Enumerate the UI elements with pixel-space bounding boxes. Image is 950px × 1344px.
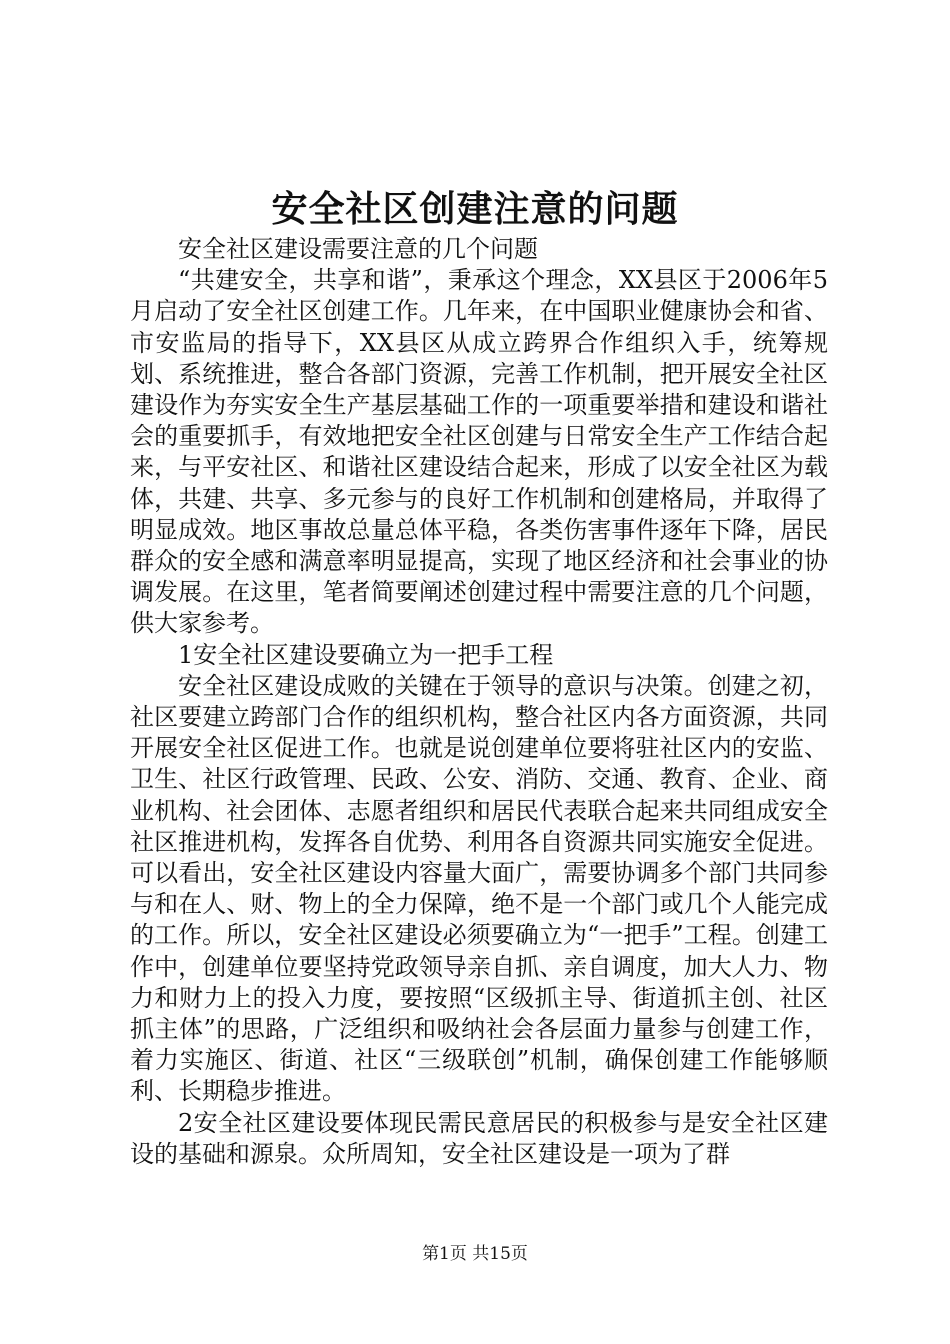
section-2-paragraph: 2安全社区建设要体现民需民意居民的积极参与是安全社区建设的基础和源泉。众所周知，安全社区建设是一项为了群 <box>130 1108 828 1168</box>
section-subtitle: 安全社区建设需要注意的几个问题 <box>178 235 538 263</box>
intro-paragraph: “共建安全，共享和谐”，秉承这个理念，XX县区于2006年5月启动了安全社区创建工作。几年来，在中国职业健康协会和省、市安监局的指导下，XX县区从成立跨界合作组织入手，统筹规划、系统推进，整合各部门资源，完善工作机制，把开展安全社区建设作为夯实安全生产基层基础工作的一项重要举措和建设和谐社会的重要抓手，有效地把安全社区创建与日常安全生产工作结合起来，与平安社区、和谐社区建设结合起来，形成了以安全社区为载体，共建、共享、多元参与的良好工作机制和创建格局，并取得了明显成效。地区事故总量总体平稳，各类伤害事件逐年下降，居民群众的安全感和满意率明显提高，实现了地区经济和社会事业的协调发展。在这里，笔者简要阐述创建过程中需要注意的几个问题，供大家参考。 <box>130 266 828 638</box>
section-heading-1: 1安全社区建设要确立为一把手工程 <box>178 640 554 669</box>
page-number-footer: 第1页 共15页 <box>422 1244 528 1264</box>
section-1-paragraph: 安全社区建设成败的关键在于领导的意识与决策。创建之初，社区要建立跨部门合作的组织机构，整合社区内各方面资源，共同开展安全社区促进工作。也就是说创建单位要将驻社区内的安监、卫生、社区行政管理、民政、公安、消防、交通、教育、企业、商业机构、社会团体、志愿者组织和居民代表联合起来共同组成安全社区推进机构，发挥各自优势、利用各自资源共同实施安全促进。可以看出，安全社区建设内容量大面广，需要协调多个部门共同参与和在人、财、物上的全力保障，绝不是一个部门或几个人能完成的工作。所以，安全社区建设必须要确立为“一把手”工程。创建工作中，创建单位要坚持党政领导亲自抓、亲自调度，加大人力、物力和财力上的投入力度，要按照“区级抓主导、街道抓主创、社区抓主体”的思路，广泛组织和吸纳社会各层面力量参与创建工作，着力实施区、街道、社区“三级联创”机制，确保创建工作能够顺利、长期稳步推进。 <box>130 671 828 1106</box>
document-body <box>130 234 828 1170</box>
document-title: 安全社区创建注意的问题 <box>271 188 679 230</box>
